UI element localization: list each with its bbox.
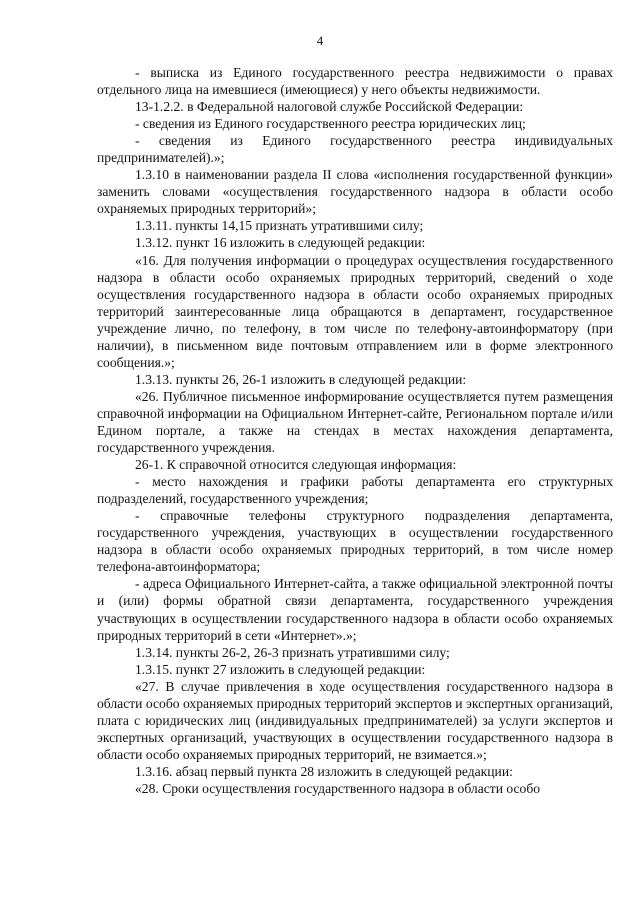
paragraph-1-3-12: 1.3.12. пункт 16 изложить в следующей редакции: <box>135 235 426 251</box>
paragraph-extract-rights: - выписка из Единого государственного реестра недвижимости о правах отдельного лица на имевшиеся (имеющиеся) у него объекты недвижимости. <box>97 65 613 98</box>
paragraph-1-3-13: 1.3.13. пункты 26, 26-1 изложить в следующей редакции: <box>135 371 467 387</box>
paragraph-website-addresses: - адреса Официального Интернет-сайта, а также официальной электронной почты и (или) формы обратной связи департамента, государственного учреждения участвующих в осуществлении государственного надзора в области особо охраняемых природных территорий в сети «Интернет».»; <box>97 576 613 643</box>
page-number: 4 <box>316 33 324 48</box>
paragraph-1-3-14: 1.3.14. пункты 26-2, 26-3 признать утратившими силу; <box>135 644 450 660</box>
paragraph-item-28: «28. Сроки осуществления государственного надзора в области особо <box>135 780 541 796</box>
paragraph-item-27: «27. В случае привлечения в ходе осуществления государственного надзора в области особо охраняемых природных территорий экспертов и экспертных организаций, плата с юридических лиц (индивидуальных предпринимателей) за услуги экспертов и экспертных организаций, участвующих в осуществлении государственного надзора в области особо охраняемых природных территорий, не взимается.»; <box>97 678 613 762</box>
paragraph-1-3-10: 1.3.10 в наименовании раздела II слова «исполнения государственной функции» заменить словами «осуществления государственного надзора в области особо охраняемых природных территорий»; <box>97 167 613 217</box>
paragraph-13-1-2-2: 13-1.2.2. в Федеральной налоговой службе Российской Федерации: <box>135 99 524 115</box>
paragraph-entrepreneurs-register: - сведения из Единого государственного реестра индивидуальных предпринимателей).»; <box>97 133 613 166</box>
paragraph-1-3-16: 1.3.16. абзац первый пункта 28 изложить в следующей редакции: <box>135 763 513 779</box>
document-body <box>97 64 613 797</box>
paragraph-1-3-15: 1.3.15. пункт 27 изложить в следующей редакции: <box>135 661 426 677</box>
paragraph-item-26-1: 26-1. К справочной относится следующая информация: <box>135 457 457 473</box>
paragraph-legal-entities-register: - сведения из Единого государственного реестра юридических лиц; <box>135 116 526 132</box>
paragraph-location-schedule: - место нахождения и графики работы департамента его структурных подразделений, государственного учреждения; <box>97 474 613 507</box>
paragraph-item-16: «16. Для получения информации о процедурах осуществления государственного надзора в области особо охраняемых природных территорий, сведений о ходе осуществления государственного надзора в области особо охраняемых природных территорий заинтересованные лица обращаются в департамент, государственное учреждение лично, по телефону, в том числе по телефону-автоинформатору (при наличии), в письменном виде почтовым отправлением или в форме электронного сообщения.»; <box>97 252 613 370</box>
paragraph-reference-phones: - справочные телефоны структурного подразделения департамента, государственного учреждения, участвующих в осуществлении государственного надзора в области особо охраняемых природных территорий, в том числе номер телефона-автоинформатора; <box>97 508 613 575</box>
paragraph-item-26: «26. Публичное письменное информирование осуществляется путем размещения справочной информации на Официальном Интернет-сайте, Региональном портале и/или Едином портале, а также на стендах в местах нахождения департамента, государственного учреждения. <box>97 388 613 456</box>
paragraph-1-3-11: 1.3.11. пункты 14,15 признать утратившими силу; <box>135 218 424 234</box>
